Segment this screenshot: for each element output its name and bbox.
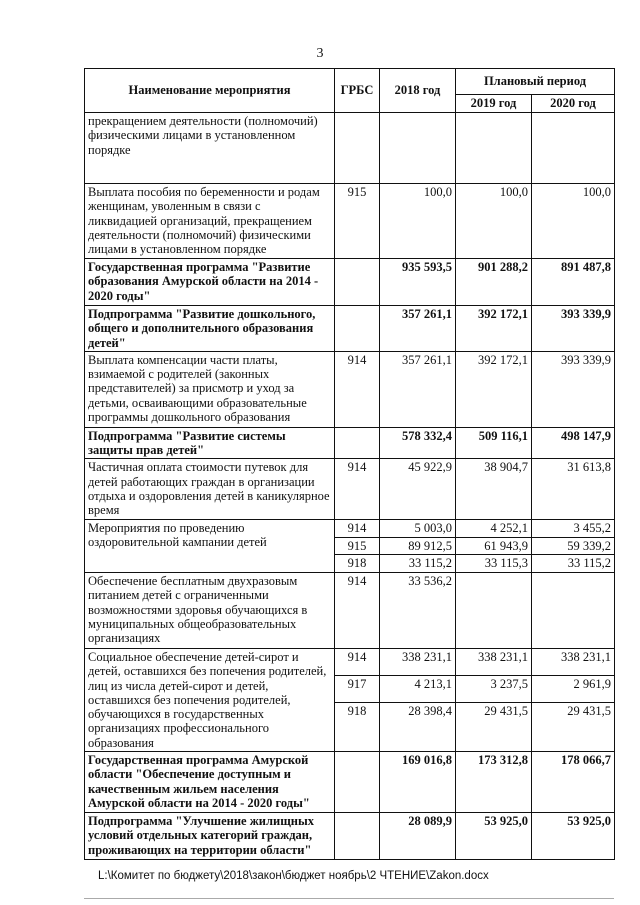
row-grbs: 918: [335, 554, 380, 572]
header-name: Наименование мероприятия: [85, 69, 335, 113]
row-2019: 4 252,1: [456, 519, 532, 537]
table-row: [85, 259, 615, 306]
header-2020: 2020 год: [532, 95, 615, 113]
row-2019: 29 431,5: [456, 702, 532, 751]
row-name: Мероприятия по проведению оздоровительной кампании детей: [85, 519, 335, 572]
row-2018: 89 912,5: [380, 537, 456, 554]
footer-divider: [84, 898, 614, 899]
row-grbs: [335, 259, 380, 306]
row-2018: 33 536,2: [380, 572, 456, 648]
row-2018: 100,0: [380, 184, 456, 259]
row-grbs: [335, 113, 380, 184]
row-2020: 29 431,5: [532, 702, 615, 751]
row-2019: 338 231,1: [456, 648, 532, 675]
table-row: [85, 351, 615, 427]
row-name: Частичная оплата стоимости путевок для детей работающих граждан в организации отдыха и оздоровления детей в каникулярное время: [85, 459, 335, 519]
row-2020: 100,0: [532, 184, 615, 259]
row-grbs: 914: [335, 572, 380, 648]
row-2018: 45 922,9: [380, 459, 456, 519]
row-2019: 33 115,3: [456, 554, 532, 572]
row-2019: 173 312,8: [456, 752, 532, 813]
table-row: [85, 459, 615, 519]
row-grbs: 914: [335, 351, 380, 427]
row-2018: 28 089,9: [380, 813, 456, 860]
file-path-footer: L:\Комитет по бюджету\2018\закон\бюджет ноябрь\2 ЧТЕНИЕ\Zakon.docx: [98, 870, 489, 882]
row-2020: 59 339,2: [532, 537, 615, 554]
row-name: Социальное обеспечение детей-сирот и детей, оставшихся без попечения родителей, лиц из числа детей-сирот и детей, оставшихся без попечения родителей, обучающихся в государственных организациях профессионального образования: [85, 648, 335, 751]
row-2020: 3 455,2: [532, 519, 615, 537]
row-2019: [456, 113, 532, 184]
budget-table: [84, 68, 615, 860]
row-2019: 901 288,2: [456, 259, 532, 306]
row-2019: 392 172,1: [456, 306, 532, 352]
row-2020: 33 115,2: [532, 554, 615, 572]
row-grbs: [335, 306, 380, 352]
row-name: Подпрограмма "Улучшение жилищных условий отдельных категорий граждан, проживающих на территории области": [85, 813, 335, 860]
header-2019: 2019 год: [456, 95, 532, 113]
row-2018: 4 213,1: [380, 676, 456, 702]
table-row: [85, 648, 615, 675]
row-2020: [532, 572, 615, 648]
row-2018: 33 115,2: [380, 554, 456, 572]
row-name: прекращением деятельности (полномочий) физическими лицами в установленном порядке: [85, 113, 335, 184]
table-row: [85, 113, 615, 184]
header-grbs: ГРБС: [335, 69, 380, 113]
row-2020: [532, 113, 615, 184]
row-2019: 3 237,5: [456, 676, 532, 702]
row-2020: 393 339,9: [532, 351, 615, 427]
row-2018: 338 231,1: [380, 648, 456, 675]
row-grbs: 917: [335, 676, 380, 702]
row-grbs: 918: [335, 702, 380, 751]
row-name: Государственная программа "Развитие образования Амурской области на 2014 - 2020 годы": [85, 259, 335, 306]
row-name: Подпрограмма "Развитие системы защиты прав детей": [85, 427, 335, 459]
row-2020: 31 613,8: [532, 459, 615, 519]
row-name: Выплата компенсации части платы, взимаемой с родителей (законных представителей) за присмотр и уход за детьми, осваивающими образовательные программы дошкольного образования: [85, 351, 335, 427]
header-plan-period: Плановый период: [456, 69, 615, 95]
row-2018: [380, 113, 456, 184]
row-grbs: [335, 752, 380, 813]
row-2019: 509 116,1: [456, 427, 532, 459]
row-grbs: 915: [335, 184, 380, 259]
row-2019: 61 943,9: [456, 537, 532, 554]
header-2018: 2018 год: [380, 69, 456, 113]
table-row: [85, 572, 615, 648]
row-2020: 2 961,9: [532, 676, 615, 702]
row-2019: 53 925,0: [456, 813, 532, 860]
row-2020: 498 147,9: [532, 427, 615, 459]
row-2018: 5 003,0: [380, 519, 456, 537]
row-name: Выплата пособия по беременности и родам женщинам, уволенным в связи с ликвидацией организаций, прекращением деятельности (полномочий) физическими лицами в установленном порядке: [85, 184, 335, 259]
row-2018: 935 593,5: [380, 259, 456, 306]
row-2018: 357 261,1: [380, 351, 456, 427]
row-grbs: [335, 813, 380, 860]
row-2020: 338 231,1: [532, 648, 615, 675]
row-2020: 53 925,0: [532, 813, 615, 860]
table-row: [85, 184, 615, 259]
row-2018: 169 016,8: [380, 752, 456, 813]
table-row: [85, 306, 615, 352]
table-row: [85, 427, 615, 459]
row-2019: [456, 572, 532, 648]
row-2020: 178 066,7: [532, 752, 615, 813]
row-2018: 357 261,1: [380, 306, 456, 352]
row-name: Обеспечение бесплатным двухразовым питанием детей с ограниченными возможностями здоровья обучающихся в муниципальных общеобразовательных организациях: [85, 572, 335, 648]
page-number: 3: [316, 46, 324, 61]
row-2018: 28 398,4: [380, 702, 456, 751]
table-row: [85, 752, 615, 813]
row-grbs: [335, 427, 380, 459]
row-grbs: 915: [335, 537, 380, 554]
row-name: Государственная программа Амурской области "Обеспечение доступным и качественным жильем населения Амурской области на 2014 - 2020 годы": [85, 752, 335, 813]
table-row: [85, 519, 615, 537]
row-2018: 578 332,4: [380, 427, 456, 459]
row-grbs: 914: [335, 648, 380, 675]
row-name: Подпрограмма "Развитие дошкольного, общего и дополнительного образования детей": [85, 306, 335, 352]
row-2019: 38 904,7: [456, 459, 532, 519]
row-grbs: 914: [335, 519, 380, 537]
row-2020: 891 487,8: [532, 259, 615, 306]
row-2020: 393 339,9: [532, 306, 615, 352]
row-2019: 100,0: [456, 184, 532, 259]
row-grbs: 914: [335, 459, 380, 519]
table-row: [85, 813, 615, 860]
row-2019: 392 172,1: [456, 351, 532, 427]
